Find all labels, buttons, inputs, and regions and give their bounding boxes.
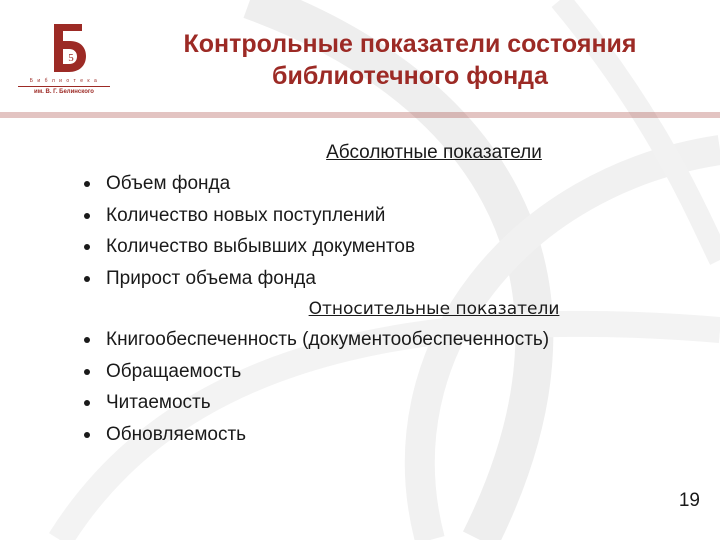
list-item: Прирост объема фонда [84,263,704,295]
title-line-2: библиотечного фонда [272,62,548,90]
relative-heading: Относительные показатели [308,299,560,319]
logo-letter-b-icon [48,20,88,76]
absolute-heading: Абсолютные показатели [326,142,542,163]
logo-name-text: им. В. Г. Белинского [18,86,110,95]
list-item: Количество новых поступлений [84,200,704,232]
list-item: Количество выбывших документов [84,231,704,263]
list-item: Объем фонда [84,168,704,200]
title-line-1: Контрольные показатели состояния [183,30,637,58]
page-title [120,28,700,92]
list-item: Читаемость [84,387,704,419]
list-item: Обращаемость [84,356,704,388]
logo-library-text: Б и б л и о т е к а [29,78,99,84]
svg-text:5: 5 [68,52,74,64]
absolute-list [84,168,704,294]
page-number: 19 [678,490,700,511]
header-divider [0,112,720,118]
slide-content [84,138,704,450]
list-item: Книгообеспеченность (документообеспеченность) [84,324,704,356]
list-item: Обновляемость [84,419,704,451]
library-logo [18,20,110,102]
relative-list [84,324,704,450]
